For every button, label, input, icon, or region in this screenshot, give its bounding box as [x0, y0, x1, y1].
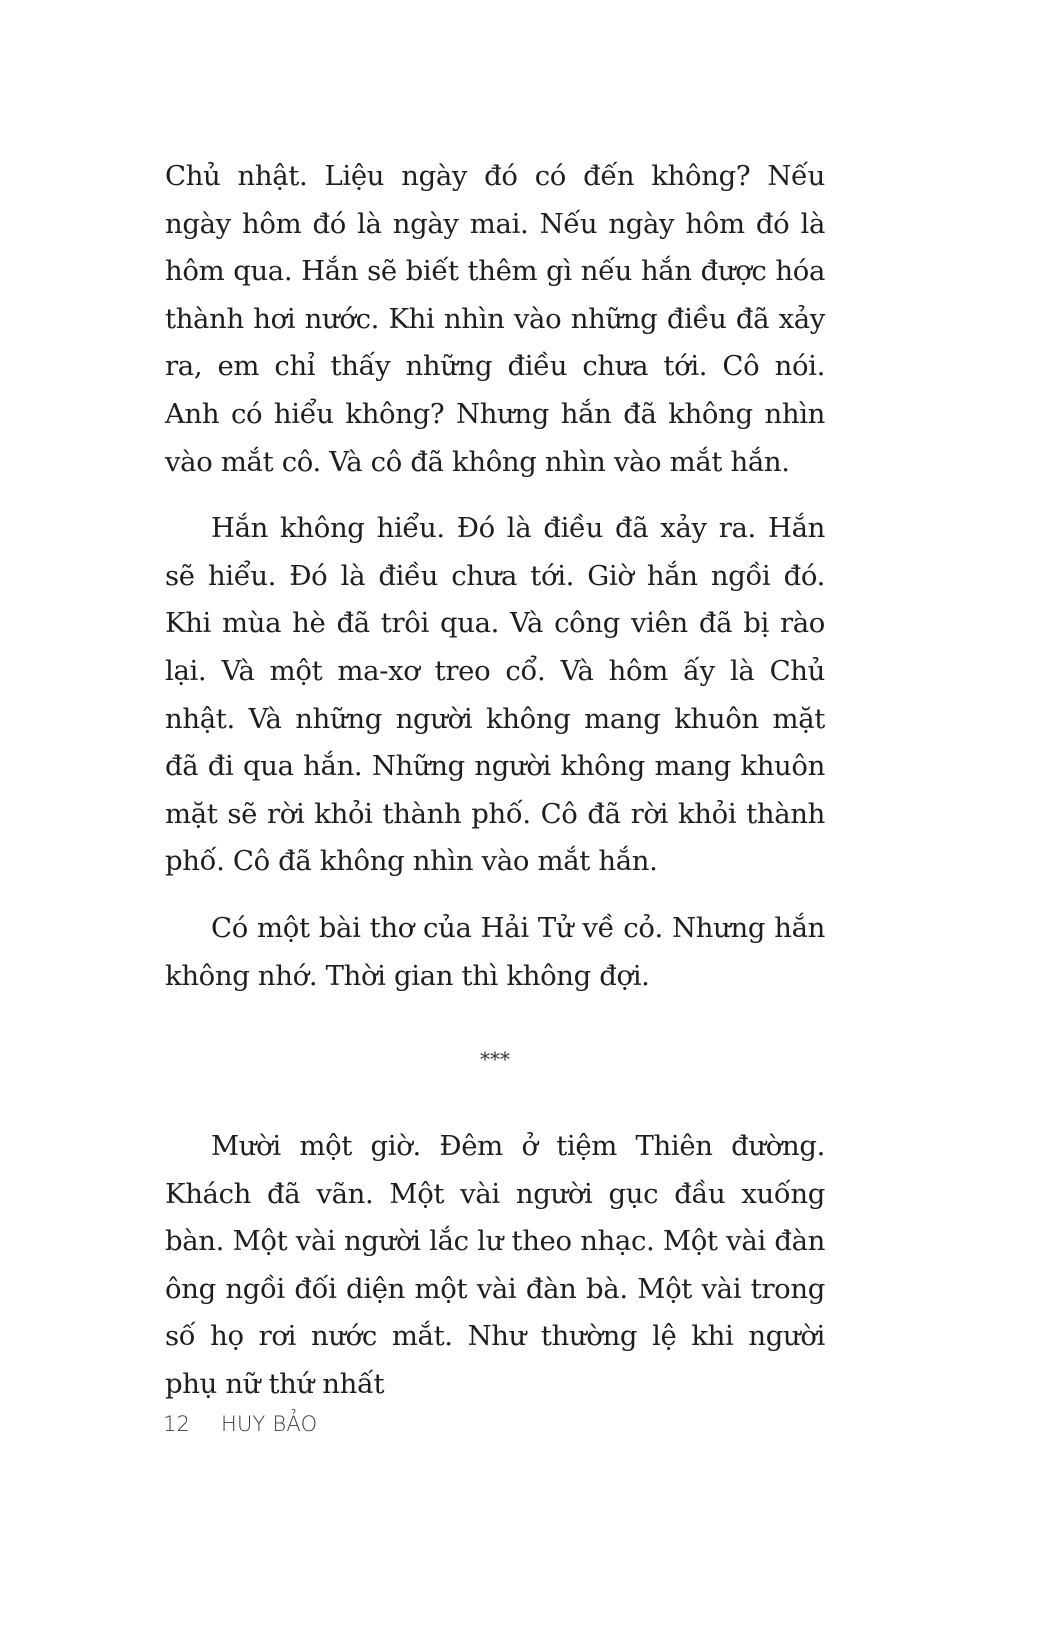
section-separator: ***: [480, 1047, 510, 1072]
paragraph-3: Có một bài thơ của Hải Tử về cỏ. Nhưng hắn không nhớ. Thời gian thì không đợi.: [165, 911, 825, 992]
body-text: [165, 153, 825, 1428]
paragraph-4: Mười một giờ. Đêm ở tiệm Thiên đường. Khách đã vãn. Một vài người gục đầu xuống bàn. Một vài người lắc lư theo nhạc. Một vài đàn ông ngồi đối diện một vài đàn bà. Một vài trong số họ rơi nước mắt. Như thường lệ khi người phụ nữ thứ nhất: [165, 1130, 825, 1401]
paragraph-1: Chủ nhật. Liệu ngày đó có đến không? Nếu ngày hôm đó là ngày mai. Nếu ngày hôm đó là hôm qua. Hắn sẽ biết thêm gì nếu hắn được hóa thành hơi nước. Khi nhìn vào những điều đã xảy ra, em chỉ thấy những điều chưa tới. Cô nói. Anh có hiểu không? Nhưng hắn đã không nhìn vào mắt cô. Và cô đã không nhìn vào mắt hắn.: [165, 160, 825, 478]
author-name: HUY BẢO: [221, 1412, 318, 1436]
page-number: 12: [163, 1412, 191, 1436]
page-footer: [163, 1412, 317, 1436]
paragraph-2: Hắn không hiểu. Đó là điều đã xảy ra. Hắn sẽ hiểu. Đó là điều chưa tới. Giờ hắn ngồi đó. Khi mùa hè đã trôi qua. Và công viên đã bị rào lại. Và một ma-xơ treo cổ. Và hôm ấy là Chủ nhật. Và những người không mang khuôn mặt đã đi qua hắn. Những người không mang khuôn mặt sẽ rời khỏi thành phố. Cô đã rời khỏi thành phố. Cô đã không nhìn vào mắt hắn.: [165, 512, 825, 878]
